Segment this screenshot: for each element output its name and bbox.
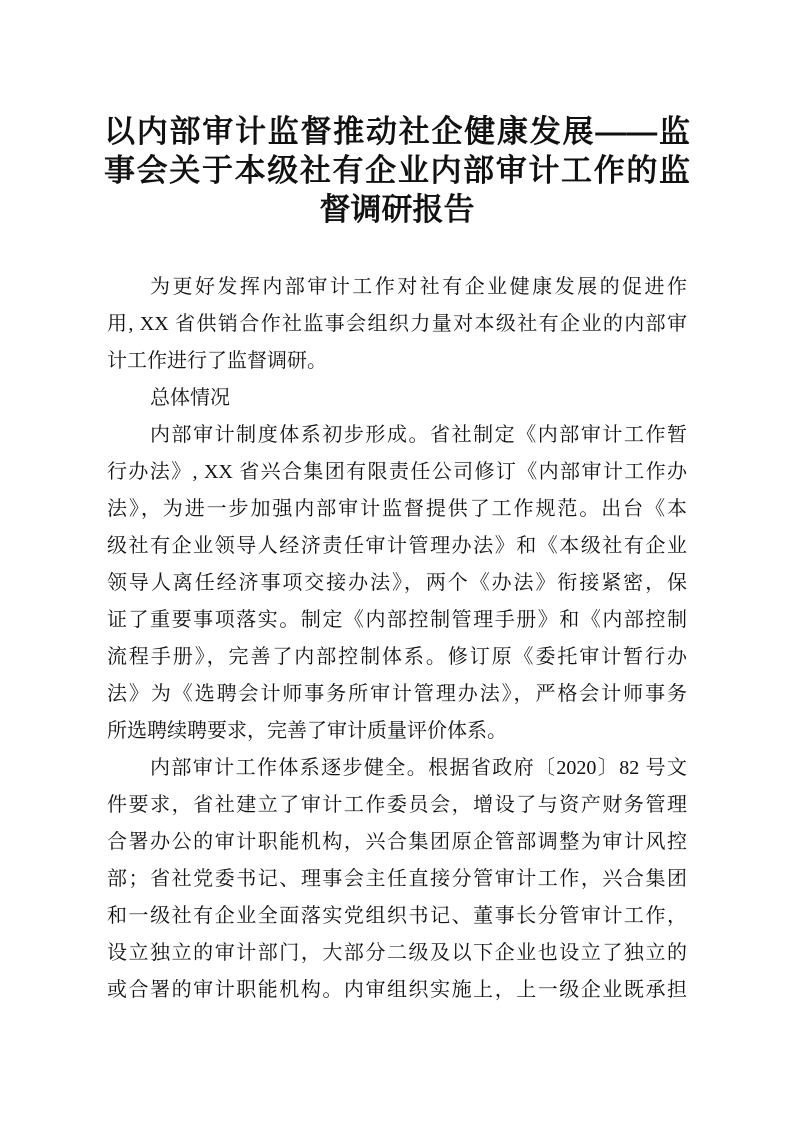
title-line: 督调研报告	[319, 192, 475, 227]
paragraph-line: 或合署的审计职能机构。内审组织实施上，上一级企业既承担	[107, 979, 687, 1001]
paragraph-line: 部；省社党委书记、理事会主任直接分管审计工作，兴合集团	[107, 868, 687, 890]
document-body	[107, 269, 687, 1009]
paragraph-line: 合署办公的审计职能机构，兴合集团原企管部调整为审计风控	[107, 831, 687, 853]
paragraph-line: 内部审计制度体系初步形成。省社制定《内部审计工作暂	[150, 424, 687, 446]
paragraph-line: 用, XX 省供销合作社监事会组织力量对本级社有企业的内部审	[107, 313, 687, 335]
paragraph	[107, 269, 687, 380]
document-title	[104, 112, 690, 229]
paragraph-line: 领导人离任经济事项交接办法》，两个《办法》衔接紧密，保	[107, 572, 687, 594]
paragraph-line: 行办法》, XX 省兴合集团有限责任公司修订《内部审计工作办	[107, 461, 687, 483]
paragraph-line: 计工作进行了监督调研。	[107, 350, 327, 372]
paragraph-line: 证了重要事项落实。制定《内部控制管理手册》和《内部控制	[107, 609, 687, 631]
paragraph-line: 所选聘续聘要求，完善了审计质量评价体系。	[107, 720, 507, 742]
paragraph-line: 级社有企业领导人经济责任审计管理办法》和《本级社有企业	[107, 535, 687, 557]
paragraph-line: 法》为《选聘会计师事务所审计管理办法》，严格会计师事务	[107, 683, 687, 705]
paragraph	[107, 750, 687, 1009]
title-line: 事会关于本级社有企业内部审计工作的监	[104, 153, 690, 188]
paragraph-line: 和一级社有企业全面落实党组织书记、董事长分管审计工作，	[107, 905, 687, 927]
paragraph-line: 总体情况	[150, 387, 230, 409]
paragraph-line: 为更好发挥内部审计工作对社有企业健康发展的促进作	[150, 276, 687, 298]
paragraph	[107, 380, 687, 417]
paragraph-line: 设立独立的审计部门，大部分二级及以下企业也设立了独立的	[107, 942, 687, 964]
paragraph-line: 件要求，省社建立了审计工作委员会，增设了与资产财务管理	[107, 794, 687, 816]
paragraph-line: 内部审计工作体系逐步健全。根据省政府〔2020〕82 号文	[150, 757, 687, 779]
title-line: 以内部审计监督推动社企健康发展——监	[104, 114, 690, 149]
paragraph	[107, 417, 687, 750]
paragraph-line: 流程手册》，完善了内部控制体系。修订原《委托审计暂行办	[107, 646, 687, 668]
paragraph-line: 法》，为进一步加强内部审计监督提供了工作规范。出台《本	[107, 498, 687, 520]
